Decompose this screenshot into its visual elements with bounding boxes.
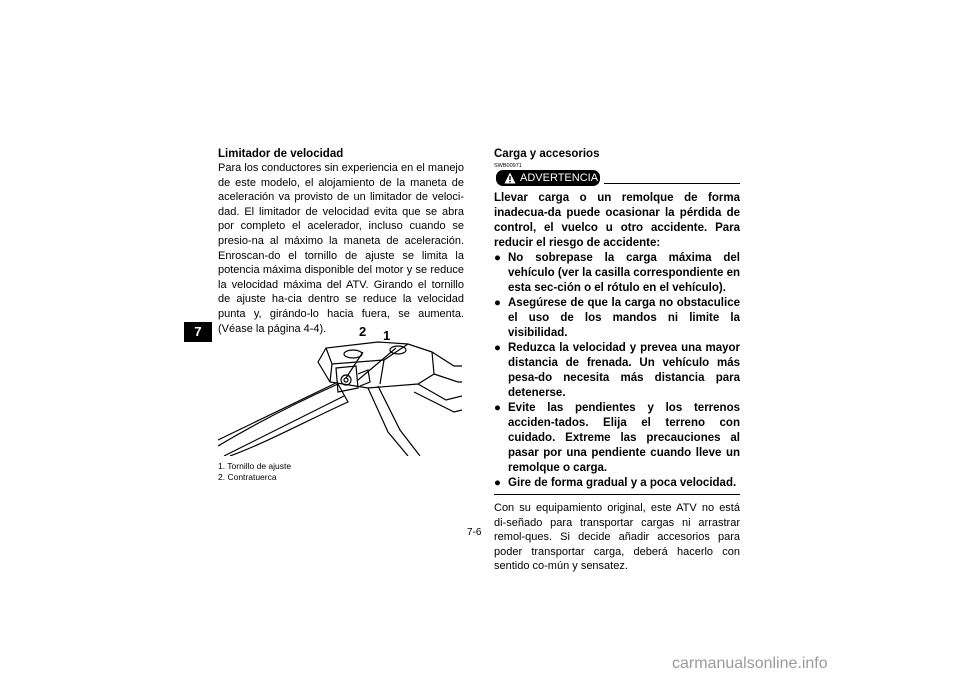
warning-triangle-icon (504, 172, 516, 184)
warning-intro: Llevar carga o un remolque de forma inadecua-da puede ocasionar la pérdida de control, el vuelco u otro accidente. Para reducir el riesgo de accidente: (494, 192, 740, 249)
warning-badge (496, 170, 600, 186)
chapter-tab: 7 (184, 322, 212, 342)
caption-adjusting-screw: 1. Tornillo de ajuste (218, 461, 292, 471)
warning-label: ADVERTENCIA (520, 172, 599, 184)
cargo-paragraph: Con su equipamiento original, este ATV no está di-señado para transportar cargas ni arrastrar remol-ques. Si decide añadir accesorios para poder transportar carga, deberá hacerlo con sentido co-mún y sensatez. (494, 502, 740, 573)
warning-bullet: ● Gire de forma gradual y a poca velocidad. (494, 477, 737, 489)
warning-body (494, 191, 740, 491)
warning-bullet: ● No sobrepase la carga máxima del vehículo (ver la casilla correspondiente en esta sec-ción o el rótulo en el vehículo). (494, 252, 741, 294)
figure-label-1: 1 (383, 328, 391, 343)
warning-bullet: ● Reduzca la velocidad y prevea una mayor distancia de frenada. Un vehículo más pesa-do necesita más distancia para detenerse. (494, 342, 740, 399)
left-column (218, 147, 464, 336)
page-number: 7-6 (467, 527, 482, 538)
bullet-dot-icon: ● (494, 252, 501, 264)
section-title-speed-limiter: Limitador de velocidad (218, 148, 344, 160)
figure-captions (218, 461, 291, 483)
bullet-dot-icon: ● (494, 402, 501, 414)
bullet-dot-icon: ● (494, 342, 501, 354)
speed-limiter-paragraph: Para los conductores sin experiencia en el manejo de este modelo, el alojamiento de la maneta de aceleración va provisto de un limitador de veloci-dad. El limitador de velocidad evita que se abra por completo el acelerador, incluso cuando se presio-na al máximo la maneta de aceleración. Enroscan-do el tornillo de ajuste se limita la potencia máxima disponible del motor y se reduce la velocidad máxima del ATV. Girando el tornillo de ajuste ha-cia dentro se reduce la velocidad punta y, girándo-lo hacia fuera, se aumenta. (Véase la página 4-4). (218, 162, 464, 335)
bullet-dot-icon: ● (494, 477, 501, 489)
warning-code: SWB00971 (494, 163, 522, 169)
warning-bullet: ● Asegúrese de que la carga no obstaculice el uso de los mandos ni limite la visibilidad. (494, 297, 740, 339)
watermark: carmanualsonline.info (672, 655, 828, 672)
right-column (494, 147, 740, 574)
bullet-dot-icon: ● (494, 297, 501, 309)
warning-bullet: ● Evite las pendientes y los terrenos acciden-tados. Elija el terreno con cuidado. Extreme las precauciones al pasar por una pendiente cuando lleve un remolque o carga. (494, 402, 740, 474)
warning-header (494, 170, 740, 188)
section-title-cargo: Carga y accesorios (494, 148, 600, 160)
warning-rule (604, 183, 740, 184)
warning-end-rule (494, 494, 740, 495)
figure-label-2: 2 (359, 324, 367, 339)
throttle-illustration (218, 322, 462, 456)
caption-locknut: 2. Contratuerca (218, 472, 277, 482)
